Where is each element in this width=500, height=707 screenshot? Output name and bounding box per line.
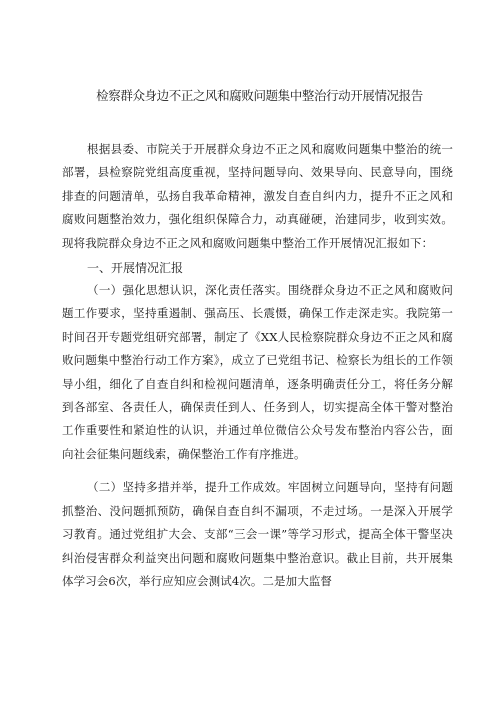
paragraph-measures: （二）坚持多措并举，提升工作成效。牢固树立问题导向，坚持有问题抓整治、没问题抓预防，确保自查自纠不漏项，不走过场。一是深入开展学习教育。通过党组扩大会、支部“三会一课”等学习形式，提高全体干警坚决纠治侵害群众利益突出问题和腐败问题集中整治意识。截止目前，共开展集体学习会6次，举行应知应会测试4次。二是加大监督 [62,480,453,588]
paragraph-responsibility: （一）强化思想认识，深化责任落实。围绕群众身边不正之风和腐败问题工作要求，坚持重遏制、强高压、长震慑，确保工作走深走实。我院第一时间召开专题党组研究部署，制定了《XX人民检察院群众身边不正之风和腐败问题集中整治行动工作方案》，成立了已党组书记、检察长为组长的工作领导小组，细化了自查自纠和检视问题清单，逐条明确责任分工，将任务分解到各部室、各责任人，确保责任到人、任务到人，切实提高全体干警对整治工作重要性和紧迫性的认识，并通过单位微信公众号发布整治内容公告，面向社会征集问题线索，确保整治工作有序推进。 [62,283,453,461]
intro-paragraph: 根据县委、市院关于开展群众身边不正之风和腐败问题集中整治的统一部署，县检察院党组高度重视，坚持问题导向、效果导向、民意导向，围绕排查的问题清单，弘扬自我革命精神，激发自查自纠内力，提升不正之风和腐败问题整治效力，强化组织保障合力，动真碰硬，治建同步，收到实效。现将我院群众身边不正之风和腐败问题集中整治工作开展情况汇报如下： [62,142,453,250]
section-heading: 一、开展情况汇报 [87,261,184,276]
document-title: 检察群众身边不正之风和腐败问题集中整治行动开展情况报告 [96,88,423,103]
